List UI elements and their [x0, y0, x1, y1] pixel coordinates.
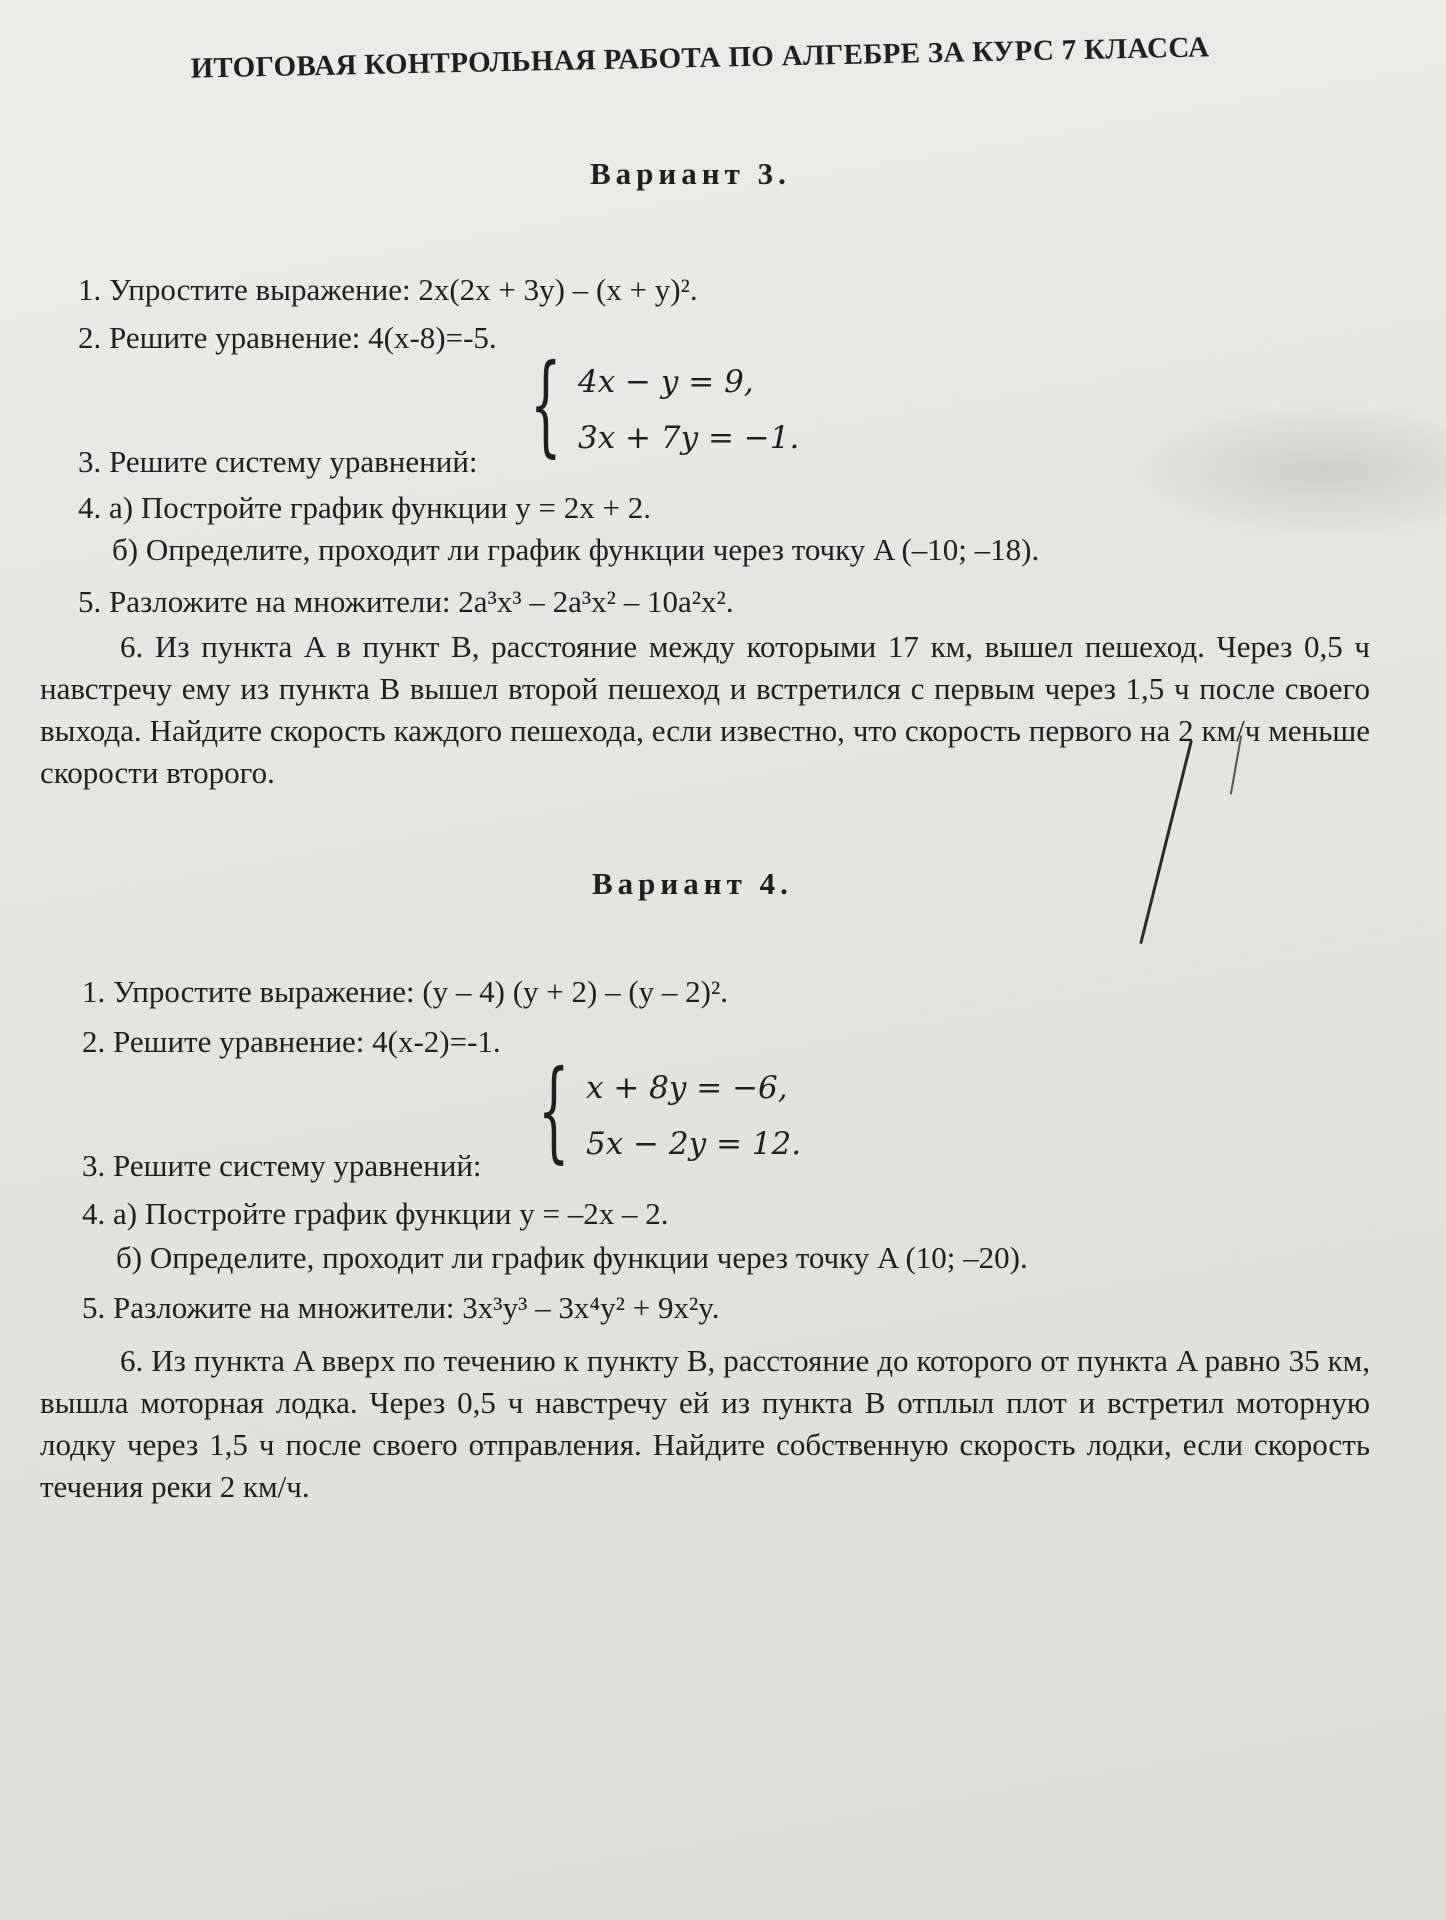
paper-fold-shadow: [1120, 400, 1446, 540]
variant-3-task-5: 5. Разложите на множители: 2a³x³ – 2a³x² – 10a²x².: [78, 584, 734, 619]
variant-4-heading: Вариант 4.: [592, 866, 793, 901]
variant-3-equation-2: 3x + 7y = −1.: [578, 420, 800, 456]
variant-3-task-4b: б) Определите, проходит ли график функции через точку A (–10; –18).: [112, 532, 1040, 567]
variant-4-task-4a: 4. а) Постройте график функции y = –2x – 2.: [82, 1196, 669, 1231]
variant-3-task-1: 1. Упростите выражение: 2x(2x + 3y) – (x + y)².: [78, 272, 698, 307]
variant-4-equation-2: 5x − 2y = 12.: [586, 1126, 802, 1162]
variant-4-task-4b: б) Определите, проходит ли график функции через точку A (10; –20).: [116, 1240, 1028, 1275]
variant-4-task-3-label: 3. Решите систему уравнений:: [82, 1148, 482, 1183]
variant-4-equation-system: [538, 1046, 802, 1174]
variant-3-equation-1: 4x − y = 9,: [578, 364, 754, 400]
variant-3-task-6: 6. Из пункта A в пункт B, расстояние между которыми 17 км, вышел пешеход. Через 0,5 ч навстречу ему из пункта B вышел второй пешеход и встретился с первым через 1,5 ч после своего выхода. Найдите скорость каждого пешехода, если известно, что скорость первого на 2 км/ч меньше скорости второго.: [40, 629, 1370, 790]
variant-4-task-2: 2. Решите уравнение: 4(x-2)=-1.: [82, 1024, 501, 1059]
variant-4-equation-1: x + 8y = −6,: [586, 1070, 788, 1106]
variant-3-equation-system: [530, 340, 800, 468]
variant-3-task-4a: 4. а) Постройте график функции y = 2x + 2.: [78, 490, 651, 525]
brace-icon: {: [538, 1046, 570, 1174]
variant-3-task-2: 2. Решите уравнение: 4(x-8)=-5.: [78, 320, 497, 355]
document-title: ИТОГОВАЯ КОНТРОЛЬНАЯ РАБОТА ПО АЛГЕБРЕ ЗА КУРС 7 КЛАССА: [190, 31, 1210, 85]
variant-4-task-6: 6. Из пункта A вверх по течению к пункту B, расстояние до которого от пункта A равно 35 км, вышла моторная лодка. Через 0,5 ч навстречу ей из пункта B отплыл плот и встретил моторную лодку через 1,5 ч после своего отправления. Найдите собственную скорость лодки, если скорость течения реки 2 км/ч.: [40, 1343, 1370, 1504]
variant-4-task-5: 5. Разложите на множители: 3x³y³ – 3x⁴y² + 9x²y.: [82, 1290, 720, 1325]
variant-3-heading: Вариант 3.: [590, 156, 791, 191]
brace-icon: {: [530, 340, 562, 468]
variant-4-task-1: 1. Упростите выражение: (y – 4) (y + 2) – (y – 2)².: [82, 974, 729, 1009]
variant-3-task-3-label: 3. Решите систему уравнений:: [78, 444, 478, 479]
